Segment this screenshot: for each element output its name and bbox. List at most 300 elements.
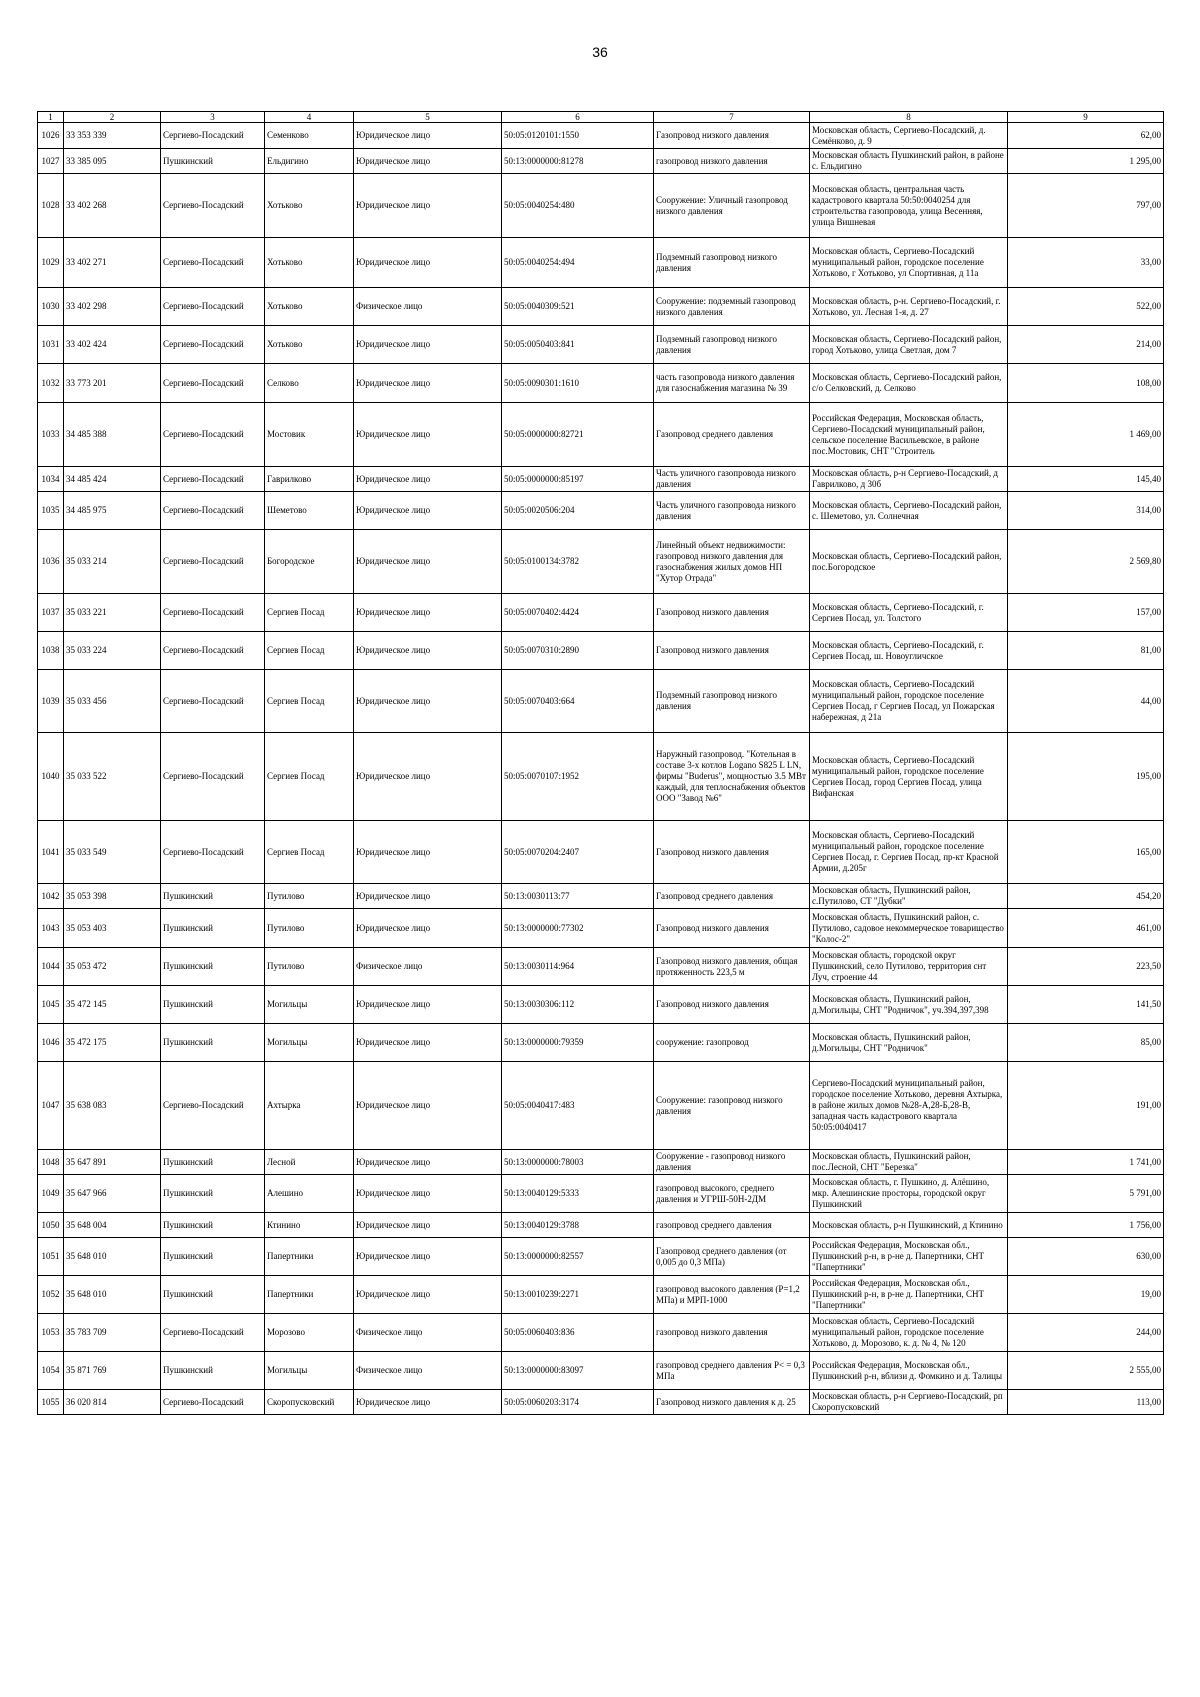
settlement: Сергиев Посад [265, 670, 354, 733]
row-number: 1044 [38, 948, 64, 986]
record-id: 35 783 709 [64, 1314, 161, 1352]
extent-value: 44,00 [1008, 670, 1164, 733]
extent-value: 797,00 [1008, 174, 1164, 238]
extent-value: 33,00 [1008, 238, 1164, 288]
column-number: 7 [654, 112, 810, 123]
table-row [38, 149, 1164, 174]
owner-type: Юридическое лицо [354, 1062, 502, 1150]
row-number: 1029 [38, 238, 64, 288]
address: Московская область, р-н Сергиево-Посадский, д Гаврилково, д 30б [810, 467, 1008, 492]
cadastral-number: 50:13:0040129:3788 [502, 1213, 654, 1238]
cadastral-number: 50:13:0000000:79359 [502, 1024, 654, 1062]
district: Пушкинский [161, 1175, 265, 1213]
object-name: Часть уличного газопровода низкого давления [654, 467, 810, 492]
table-row [38, 1150, 1164, 1175]
object-name: Сооружение - газопровод низкого давления [654, 1150, 810, 1175]
object-name: Газопровод низкого давления, общая протяженность 223,5 м [654, 948, 810, 986]
district: Сергиево-Посадский [161, 238, 265, 288]
row-number: 1035 [38, 492, 64, 530]
settlement: Хотьково [265, 174, 354, 238]
row-number: 1037 [38, 594, 64, 632]
row-number: 1043 [38, 909, 64, 948]
owner-type: Юридическое лицо [354, 594, 502, 632]
record-id: 35 033 456 [64, 670, 161, 733]
settlement: Сергиев Посад [265, 733, 354, 821]
table-row [38, 632, 1164, 670]
address: Московская область, Сергиево-Посадский район, пос.Богородское [810, 530, 1008, 594]
object-name: Линейный объект недвижимости: газопровод низкого давления для газоснабжения жилых домов НП "Хутор Отрада" [654, 530, 810, 594]
owner-type: Юридическое лицо [354, 1024, 502, 1062]
settlement: Могильцы [265, 986, 354, 1024]
settlement: Хотьково [265, 288, 354, 326]
district: Сергиево-Посадский [161, 1062, 265, 1150]
extent-value: 223,50 [1008, 948, 1164, 986]
table-row [38, 821, 1164, 884]
extent-value: 2 555,00 [1008, 1352, 1164, 1390]
cadastral-number: 50:05:0120101:1550 [502, 123, 654, 149]
settlement: Богородское [265, 530, 354, 594]
record-id: 34 485 388 [64, 403, 161, 467]
owner-type: Физическое лицо [354, 288, 502, 326]
row-number: 1031 [38, 326, 64, 364]
owner-type: Физическое лицо [354, 1352, 502, 1390]
record-id: 35 053 398 [64, 884, 161, 909]
object-name: Подземный газопровод низкого давления [654, 238, 810, 288]
district: Пушкинский [161, 909, 265, 948]
extent-value: 157,00 [1008, 594, 1164, 632]
table-row [38, 530, 1164, 594]
owner-type: Юридическое лицо [354, 909, 502, 948]
object-name: Подземный газопровод низкого давления [654, 326, 810, 364]
address: Московская область, Сергиево-Посадский муниципальный район, городское поселение Сергиев Посад, город Сергиев Посад, улица Вифанская [810, 733, 1008, 821]
owner-type: Юридическое лицо [354, 364, 502, 403]
district: Пушкинский [161, 1213, 265, 1238]
settlement: Папертники [265, 1238, 354, 1276]
owner-type: Юридическое лицо [354, 467, 502, 492]
table-row [38, 1213, 1164, 1238]
row-number: 1032 [38, 364, 64, 403]
record-id: 34 485 975 [64, 492, 161, 530]
owner-type: Юридическое лицо [354, 1276, 502, 1314]
object-name: Газопровод низкого давления [654, 594, 810, 632]
cadastral-number: 50:05:0040254:480 [502, 174, 654, 238]
table-row [38, 326, 1164, 364]
address: Московская область, Сергиево-Посадский муниципальный район, городское поселение Хотьково, д. Морозово, к. д. № 4, № 120 [810, 1314, 1008, 1352]
object-name: газопровод низкого давления [654, 1314, 810, 1352]
settlement: Могильцы [265, 1024, 354, 1062]
settlement: Путилово [265, 909, 354, 948]
owner-type: Юридическое лицо [354, 884, 502, 909]
district: Сергиево-Посадский [161, 467, 265, 492]
cadastral-number: 50:13:0000000:83097 [502, 1352, 654, 1390]
district: Пушкинский [161, 1276, 265, 1314]
record-id: 34 485 424 [64, 467, 161, 492]
district: Пушкинский [161, 1352, 265, 1390]
object-name: газопровод высокого давления (Р=1,2 МПа) и МРП-1000 [654, 1276, 810, 1314]
object-name: Газопровод низкого давления [654, 123, 810, 149]
row-number: 1033 [38, 403, 64, 467]
address: Московская область, Сергиево-Посадский район, город Хотьково, улица Светлая, дом 7 [810, 326, 1008, 364]
extent-value: 165,00 [1008, 821, 1164, 884]
settlement: Сергиев Посад [265, 594, 354, 632]
district: Сергиево-Посадский [161, 821, 265, 884]
table-row [38, 670, 1164, 733]
row-number: 1055 [38, 1390, 64, 1415]
row-number: 1050 [38, 1213, 64, 1238]
owner-type: Юридическое лицо [354, 1238, 502, 1276]
settlement: Путилово [265, 884, 354, 909]
owner-type: Юридическое лицо [354, 986, 502, 1024]
settlement: Хотьково [265, 238, 354, 288]
record-id: 36 020 814 [64, 1390, 161, 1415]
table-row [38, 238, 1164, 288]
cadastral-number: 50:13:0040129:5333 [502, 1175, 654, 1213]
extent-value: 1 741,00 [1008, 1150, 1164, 1175]
district: Пушкинский [161, 1150, 265, 1175]
object-name: сооружение: газопровод [654, 1024, 810, 1062]
table-row [38, 403, 1164, 467]
object-name: Часть уличного газопровода низкого давления [654, 492, 810, 530]
row-number: 1054 [38, 1352, 64, 1390]
extent-value: 1 295,00 [1008, 149, 1164, 174]
owner-type: Юридическое лицо [354, 326, 502, 364]
address: Московская область, р-н. Сергиево-Посадский, г. Хотьково, ул. Лесная 1-я, д. 27 [810, 288, 1008, 326]
row-number: 1042 [38, 884, 64, 909]
address: Московская область, Сергиево-Посадский муниципальный район, городское поселение Сергиев Посад, г Сергиев Посад, ул Пожарская набережная, д 21а [810, 670, 1008, 733]
row-number: 1036 [38, 530, 64, 594]
table-row [38, 1276, 1164, 1314]
column-number: 4 [265, 112, 354, 123]
cadastral-number: 50:05:0000000:85197 [502, 467, 654, 492]
column-number: 3 [161, 112, 265, 123]
extent-value: 85,00 [1008, 1024, 1164, 1062]
object-name: Газопровод низкого давления к д. 25 [654, 1390, 810, 1415]
address: Московская область, Пушкинский район, с. Путилово, садовое некоммерческое товарищество "Колос-2" [810, 909, 1008, 948]
row-number: 1034 [38, 467, 64, 492]
table-row [38, 492, 1164, 530]
record-id: 35 053 472 [64, 948, 161, 986]
settlement: Папертники [265, 1276, 354, 1314]
extent-value: 19,00 [1008, 1276, 1164, 1314]
district: Пушкинский [161, 948, 265, 986]
record-id: 33 402 298 [64, 288, 161, 326]
row-number: 1028 [38, 174, 64, 238]
table-row [38, 948, 1164, 986]
cadastral-number: 50:13:0010239:2271 [502, 1276, 654, 1314]
row-number: 1051 [38, 1238, 64, 1276]
address: Московская область, Сергиево-Посадский район, с. Шеметово, ул. Солнечная [810, 492, 1008, 530]
record-id: 35 033 522 [64, 733, 161, 821]
district: Сергиево-Посадский [161, 174, 265, 238]
extent-value: 5 791,00 [1008, 1175, 1164, 1213]
row-number: 1040 [38, 733, 64, 821]
object-name: Сооружение: газопровод низкого давления [654, 1062, 810, 1150]
owner-type: Юридическое лицо [354, 670, 502, 733]
cadastral-number: 50:05:0040309:521 [502, 288, 654, 326]
settlement: Путилово [265, 948, 354, 986]
row-number: 1052 [38, 1276, 64, 1314]
owner-type: Юридическое лицо [354, 1213, 502, 1238]
cadastral-number: 50:05:0060203:3174 [502, 1390, 654, 1415]
settlement: Шеметово [265, 492, 354, 530]
district: Пушкинский [161, 986, 265, 1024]
table-row [38, 884, 1164, 909]
settlement: Алешино [265, 1175, 354, 1213]
settlement: Ельдигино [265, 149, 354, 174]
address: Московская область, Сергиево-Посадский муниципальный район, городское поселение Сергиев Посад, г. Сергиев Посад, пр-кт Красной Армии, д.205г [810, 821, 1008, 884]
cadastral-number: 50:13:0030306:112 [502, 986, 654, 1024]
settlement: Лесной [265, 1150, 354, 1175]
column-number: 8 [810, 112, 1008, 123]
district: Сергиево-Посадский [161, 530, 265, 594]
cadastral-number: 50:13:0000000:81278 [502, 149, 654, 174]
owner-type: Юридическое лицо [354, 238, 502, 288]
record-id: 35 648 010 [64, 1276, 161, 1314]
settlement: Могильцы [265, 1352, 354, 1390]
extent-value: 141,50 [1008, 986, 1164, 1024]
extent-value: 81,00 [1008, 632, 1164, 670]
record-id: 35 647 966 [64, 1175, 161, 1213]
table-row [38, 733, 1164, 821]
cadastral-number: 50:13:0030114:964 [502, 948, 654, 986]
settlement: Гаврилково [265, 467, 354, 492]
settlement: Скоропусковский [265, 1390, 354, 1415]
settlement: Ктинино [265, 1213, 354, 1238]
object-name: газопровод среднего давления Р< = 0,3 МПа [654, 1352, 810, 1390]
table-row [38, 1352, 1164, 1390]
district: Сергиево-Посадский [161, 326, 265, 364]
cadastral-number: 50:05:0070204:2407 [502, 821, 654, 884]
extent-value: 630,00 [1008, 1238, 1164, 1276]
object-name: часть газопровода низкого давления для газоснабжения магазина № 39 [654, 364, 810, 403]
extent-value: 454,20 [1008, 884, 1164, 909]
address: Российская Федерация, Московская обл., Пушкинский р-н, вблизи д. Фомкино и д. Талицы [810, 1352, 1008, 1390]
cadastral-number: 50:05:0070107:1952 [502, 733, 654, 821]
record-id: 35 033 221 [64, 594, 161, 632]
row-number: 1047 [38, 1062, 64, 1150]
row-number: 1027 [38, 149, 64, 174]
address: Московская область, городской округ Пушкинский, село Путилово, территория снт Луч, строение 44 [810, 948, 1008, 986]
cadastral-number: 50:05:0090301:1610 [502, 364, 654, 403]
cadastral-number: 50:13:0000000:82557 [502, 1238, 654, 1276]
cadastral-number: 50:05:0060403:836 [502, 1314, 654, 1352]
address: Московская область, Сергиево-Посадский, г. Сергиев Посад, ул. Толстого [810, 594, 1008, 632]
row-number: 1046 [38, 1024, 64, 1062]
district: Пушкинский [161, 1024, 265, 1062]
cadastral-number: 50:05:0040254:494 [502, 238, 654, 288]
district: Сергиево-Посадский [161, 670, 265, 733]
address: Московская область, Сергиево-Посадский, д. Семёнково, д. 9 [810, 123, 1008, 149]
row-number: 1048 [38, 1150, 64, 1175]
row-number: 1039 [38, 670, 64, 733]
table-row [38, 1390, 1164, 1415]
cadastral-number: 50:05:0070402:4424 [502, 594, 654, 632]
row-number: 1053 [38, 1314, 64, 1352]
owner-type: Юридическое лицо [354, 149, 502, 174]
district: Сергиево-Посадский [161, 632, 265, 670]
cadastral-number: 50:13:0000000:78003 [502, 1150, 654, 1175]
object-name: Газопровод низкого давления [654, 909, 810, 948]
row-number: 1038 [38, 632, 64, 670]
owner-type: Физическое лицо [354, 948, 502, 986]
owner-type: Юридическое лицо [354, 733, 502, 821]
address: Сергиево-Посадский муниципальный район, городское поселение Хотьково, деревня Ахтырка, в районе жилых домов №28-А,28-Б,28-В, западная часть кадастрового квартала 50:05:0040417 [810, 1062, 1008, 1150]
table-row [38, 364, 1164, 403]
object-name: Подземный газопровод низкого давления [654, 670, 810, 733]
record-id: 33 353 339 [64, 123, 161, 149]
record-id: 35 472 145 [64, 986, 161, 1024]
object-name: Газопровод среднего давления (от 0,005 до 0,3 МПа) [654, 1238, 810, 1276]
settlement: Сергиев Посад [265, 632, 354, 670]
row-number: 1045 [38, 986, 64, 1024]
table-row [38, 594, 1164, 632]
object-name: Газопровод низкого давления [654, 986, 810, 1024]
extent-value: 244,00 [1008, 1314, 1164, 1352]
record-id: 35 053 403 [64, 909, 161, 948]
settlement: Морозово [265, 1314, 354, 1352]
column-number: 6 [502, 112, 654, 123]
table-row [38, 123, 1164, 149]
address: Московская область, Сергиево-Посадский район, с/о Селковский, д. Селково [810, 364, 1008, 403]
cadastral-number: 50:13:0030113:77 [502, 884, 654, 909]
object-name: Сооружение: подземный газопровод низкого давления [654, 288, 810, 326]
settlement: Семенково [265, 123, 354, 149]
extent-value: 314,00 [1008, 492, 1164, 530]
object-name: Газопровод низкого давления [654, 821, 810, 884]
extent-value: 1 469,00 [1008, 403, 1164, 467]
record-id: 33 385 095 [64, 149, 161, 174]
cadastral-number: 50:05:0070403:664 [502, 670, 654, 733]
row-number: 1026 [38, 123, 64, 149]
column-number: 5 [354, 112, 502, 123]
district: Сергиево-Посадский [161, 288, 265, 326]
address: Московская область, Пушкинский район, д.Могильцы, СНТ "Родничок" [810, 1024, 1008, 1062]
owner-type: Юридическое лицо [354, 1150, 502, 1175]
row-number: 1041 [38, 821, 64, 884]
object-name: газопровод высокого, среднего давления и УГРШ-50Н-2ДМ [654, 1175, 810, 1213]
table-row [38, 1062, 1164, 1150]
object-name: Газопровод среднего давления [654, 403, 810, 467]
table-row [38, 986, 1164, 1024]
district: Сергиево-Посадский [161, 492, 265, 530]
table-row [38, 1024, 1164, 1062]
object-name: Газопровод среднего давления [654, 884, 810, 909]
district: Пушкинский [161, 1238, 265, 1276]
cadastral-number: 50:05:0100134:3782 [502, 530, 654, 594]
address: Московская область, г. Пушкино, д. Алёшино, мкр. Алешинские просторы, городской округ Пушкинский [810, 1175, 1008, 1213]
record-id: 33 402 268 [64, 174, 161, 238]
record-id: 33 773 201 [64, 364, 161, 403]
district: Сергиево-Посадский [161, 1314, 265, 1352]
owner-type: Юридическое лицо [354, 492, 502, 530]
extent-value: 522,00 [1008, 288, 1164, 326]
extent-value: 461,00 [1008, 909, 1164, 948]
owner-type: Физическое лицо [354, 1314, 502, 1352]
settlement: Ахтырка [265, 1062, 354, 1150]
address: Московская область, Пушкинский район, пос.Лесной, СНТ "Березка" [810, 1150, 1008, 1175]
row-number: 1030 [38, 288, 64, 326]
object-name: Сооружение: Уличный газопровод низкого давления [654, 174, 810, 238]
cadastral-number: 50:05:0020506:204 [502, 492, 654, 530]
cadastral-number: 50:05:0000000:82721 [502, 403, 654, 467]
column-number: 2 [64, 112, 161, 123]
extent-value: 1 756,00 [1008, 1213, 1164, 1238]
extent-value: 214,00 [1008, 326, 1164, 364]
district: Пушкинский [161, 884, 265, 909]
district: Сергиево-Посадский [161, 403, 265, 467]
address: Московская область, Пушкинский район, с.Путилово, СТ "Дубки" [810, 884, 1008, 909]
column-number: 1 [38, 112, 64, 123]
address: Московская область, центральная часть кадастрового квартала 50:50:0040254 для строительства газопровода, улица Весенняя, улица Вишневая [810, 174, 1008, 238]
record-id: 35 638 083 [64, 1062, 161, 1150]
cadastral-number: 50:05:0050403:841 [502, 326, 654, 364]
owner-type: Юридическое лицо [354, 821, 502, 884]
district: Сергиево-Посадский [161, 364, 265, 403]
extent-value: 62,00 [1008, 123, 1164, 149]
cadastral-number: 50:13:0000000:77302 [502, 909, 654, 948]
owner-type: Юридическое лицо [354, 632, 502, 670]
object-name: газопровод низкого давления [654, 149, 810, 174]
page-number: 36 [592, 44, 608, 60]
record-id: 35 648 010 [64, 1238, 161, 1276]
row-number: 1049 [38, 1175, 64, 1213]
address: Московская область Пушкинский район, в районе с. Ельдигино [810, 149, 1008, 174]
extent-value: 195,00 [1008, 733, 1164, 821]
column-number: 9 [1008, 112, 1164, 123]
settlement: Сергиев Посад [265, 821, 354, 884]
object-name: Наружный газопровод. "Котельная в составе 3-х котлов Logano S825 L LN, фирмы "Buderus", мощностью 3.5 МВт каждый, для теплоснабжения объектов ООО "Завод №6" [654, 733, 810, 821]
cadastral-number: 50:05:0070310:2890 [502, 632, 654, 670]
record-id: 35 647 891 [64, 1150, 161, 1175]
settlement: Хотьково [265, 326, 354, 364]
table-row [38, 174, 1164, 238]
address: Российская Федерация, Московская обл., Пушкинский р-н, в р-не д. Папертники, СНТ "Папертники" [810, 1276, 1008, 1314]
extent-value: 113,00 [1008, 1390, 1164, 1415]
cadastral-number: 50:05:0040417:483 [502, 1062, 654, 1150]
extent-value: 108,00 [1008, 364, 1164, 403]
record-id: 35 033 549 [64, 821, 161, 884]
table-row [38, 909, 1164, 948]
owner-type: Юридическое лицо [354, 174, 502, 238]
address: Российская Федерация, Московская обл., Пушкинский р-н, в р-не д. Папертники, СНТ "Папертники" [810, 1238, 1008, 1276]
table-row [38, 1314, 1164, 1352]
table-row [38, 1238, 1164, 1276]
address: Московская область, р-н Пушкинский, д Ктинино [810, 1213, 1008, 1238]
object-name: Газопровод низкого давления [654, 632, 810, 670]
district: Пушкинский [161, 149, 265, 174]
settlement: Мостовик [265, 403, 354, 467]
address: Российская Федерация, Московская область, Сергиево-Посадский муниципальный район, сельское поселение Васильевское, в районе пос.Мостовик, СНТ "Строитель [810, 403, 1008, 467]
table-row [38, 467, 1164, 492]
record-id: 33 402 271 [64, 238, 161, 288]
record-id: 35 472 175 [64, 1024, 161, 1062]
owner-type: Юридическое лицо [354, 1175, 502, 1213]
address: Московская область, Сергиево-Посадский муниципальный район, городское поселение Хотьково, г Хотьково, ул Спортивная, д 11а [810, 238, 1008, 288]
owner-type: Юридическое лицо [354, 1390, 502, 1415]
column-number-row [38, 112, 1164, 123]
settlement: Селково [265, 364, 354, 403]
table-row [38, 1175, 1164, 1213]
address: Московская область, Сергиево-Посадский, г. Сергиев Посад, ш. Новоугличское [810, 632, 1008, 670]
owner-type: Юридическое лицо [354, 403, 502, 467]
district: Сергиево-Посадский [161, 594, 265, 632]
record-id: 35 033 214 [64, 530, 161, 594]
district: Сергиево-Посадский [161, 1390, 265, 1415]
record-id: 35 648 004 [64, 1213, 161, 1238]
address: Московская область, Пушкинский район, д.Могильцы, СНТ "Родничок", уч.394,397,398 [810, 986, 1008, 1024]
objects-table [37, 111, 1164, 1415]
extent-value: 191,00 [1008, 1062, 1164, 1150]
